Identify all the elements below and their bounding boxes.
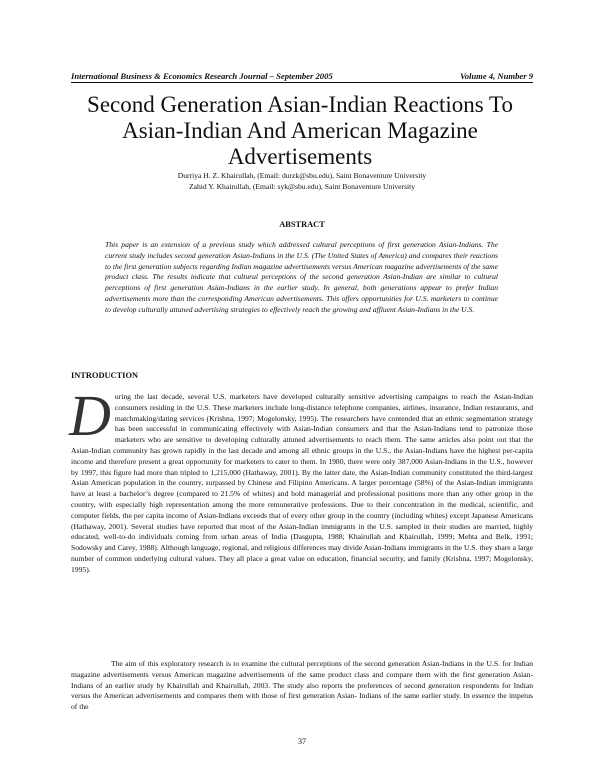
header-rule xyxy=(71,82,533,83)
drop-cap: D xyxy=(69,383,111,448)
aim-paragraph: The aim of this exploratory research is to examine the cultural perceptions of the second generation Asian-Indians in the U.S. for Indian magazine advertisements versus American magazine advertisements of the same product class and compare them with the first generation Asian-Indians of an earlier study by Khairullah and Khairullah, 2003. The study also reports the preferences of second generation respondents for Indian versus the American advertisements and compares them with those of first generation Asian- Indians of the same earlier study. In essence the impetus of the xyxy=(71,659,533,712)
journal-name: International Business & Economics Research Journal – September 2005 xyxy=(71,71,333,81)
paper-title: Second Generation Asian-Indian Reactions To Asian-Indian And American Magazine Advertisements xyxy=(87,92,513,169)
introduction-heading: INTRODUCTION xyxy=(71,371,139,380)
volume-number: Volume 4, Number 9 xyxy=(459,71,533,81)
author-line: Durriya H. Z. Khairullah, (Email: durzk@sbu.edu), Saint Bonaventure University xyxy=(177,171,427,180)
abstract-text: This paper is an extension of a previous study which addressed cultural perceptions of first generation Asian-Indians. The current study includes second generation Asian-Indians in the U.S. (The United States of America) and compares their reactions to the first generation subjects regarding Indian magazine advertisements versus American magazine advertisements of the same product class. The results indicate that cultural perceptions of the second generation Asian-Indian are similar to cultural perceptions of first generation Asian-Indians in the earlier study. In general, both generations appear to prefer Indian advertisements more than the corresponding American advertisements. This offers opportunities for U.S. marketers to continue to develop culturally attuned advertising strategies to effectively reach the growing and affluent Asian-Indians in the U.S. xyxy=(105,240,498,314)
abstract-heading: ABSTRACT xyxy=(279,220,325,229)
authors xyxy=(71,170,533,192)
page-number: 37 xyxy=(297,737,307,746)
paragraph-text: uring the last decade, several U.S. marketers have developed culturally sensitive advertising campaigns to reach the Asian-Indian consumers residing in the U.S. These marketers include long-distance telephone companies, airlines, insurance, Indian restaurants, and matchmaking/dating services (Krishna, 1997; Mogelonsky, 1995). The researchers have contended that an ethnic segmentation strategy has been successful in communicating effectively with Asian-Indian consumers and that the Asian-Indians tend to patronize those marketers who are sensitive to developing culturally attuned advertisements to reach them. The same articles also point out that the Asian-Indian community has grown rapidly in the last decade and among all ethnic groups in the U.S., the Asian-Indians have the highest per-capita income and therefore present a great opportunity for marketers to cater to them. In 1980, there were only 387,000 Asian-Indians in the U.S., however by 1997, this figure had more than tripled to 1,215,000 (Hathaway, 2001). By the latter date, the Asian-Indian community constituted the third-largest Asian American population in the country, surpassed by Chinese and Filipino Americans. A larger percentage (58%) of the Asian-Indian immigrants have at least a bachelor’s degree (compared to 21.5% of whites) and hold managerial and professional positions more than any other group in the country, with especially high representation among the more remunerative professions. Due to their concentration in the medical, scientific, and computer fields, the per capita income of Asian-Indians exceeds that of every other group in the country (including whites) except Japanese Americans (Hathaway, 2001). Several studies have reported that most of the Asian-Indian immigrants in the U.S. sampled in their studies are married, highly educated, well-to-do individuals coming from urban areas of India (Dasgupta, 1988; Khairullah and Khairullah, 1999; Mehta and Belk, 1991; Sodowsky and Carey, 1988). Although language, regional, and religious differences may divide Asian-Indians immigrants in the U.S. they share a large number of common underlying cultural values. They all place a great value on education, financial security, and family (Krishna, 1997; Mogelonsky, 1995). xyxy=(71,392,533,574)
introduction-paragraph xyxy=(69,383,533,576)
author-line: Zahid Y. Khairullah, (Email: syk@sbu.edu), Saint Bonaventure University xyxy=(188,182,416,191)
